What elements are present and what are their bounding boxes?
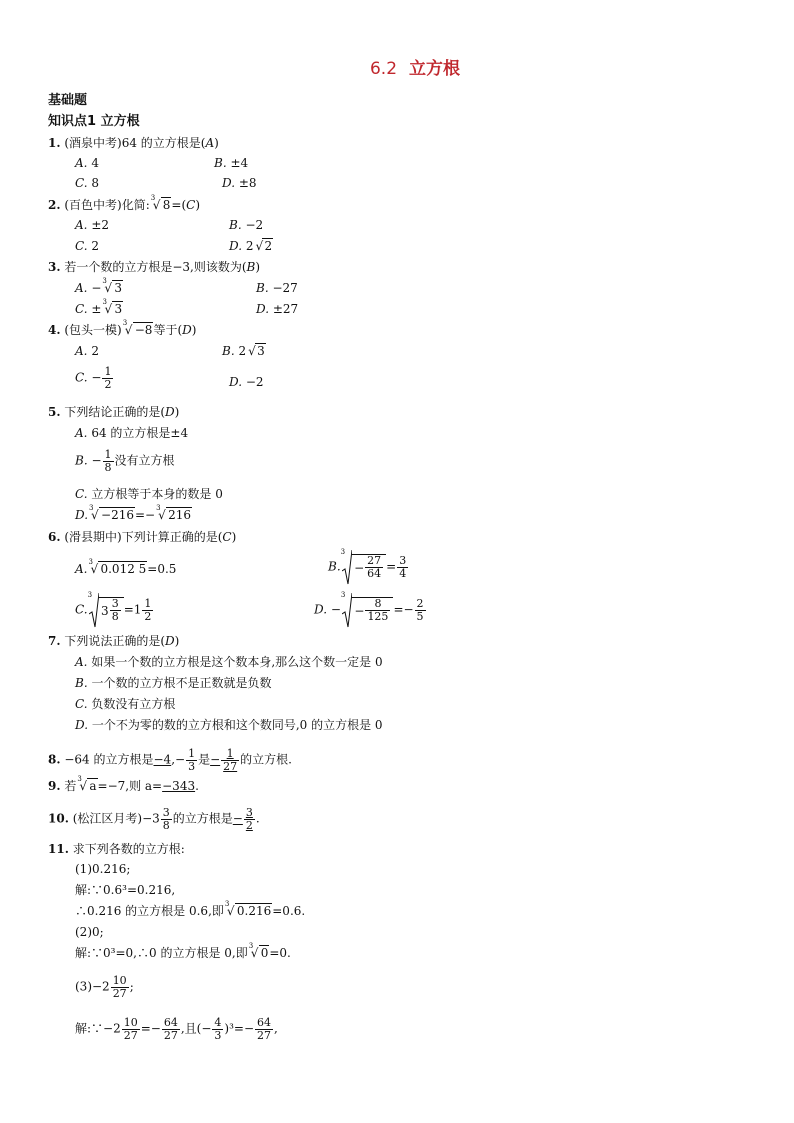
q5-d-radicand-1: −216 [101, 508, 134, 522]
q8-numerator-1: 1 [188, 747, 196, 760]
q2-d-value: 2 [245, 239, 254, 253]
q3-c-prefix: ± [91, 302, 102, 316]
q5-number: 5. [48, 405, 61, 419]
q3-c-label: C. [75, 302, 88, 316]
q3-d-value: ±27 [272, 302, 299, 316]
q2-a-label: A. [75, 218, 88, 232]
q5-d-cube-root-1: 3 √ −216 [89, 504, 134, 522]
q4-cube-root: 3 √ −8 [122, 319, 153, 337]
q1-c-value: 8 [91, 176, 100, 190]
q4-number: 4. [48, 323, 61, 337]
q6-b-prefix: − [354, 560, 365, 575]
question-4 [48, 319, 197, 337]
q10-number: 10. [48, 811, 69, 826]
q10-answer-sign: − [232, 811, 243, 826]
q6-c-result-den: 2 [144, 609, 152, 623]
q11-s1b-cube-root: 3 √ 0.216 [224, 900, 272, 918]
q4-answer: D [182, 323, 192, 337]
q11-s3a-mid: =− [140, 1021, 161, 1036]
q8-text-4: 的立方根. [240, 752, 292, 767]
q1-b-label: B. [214, 156, 227, 170]
question-9 [48, 775, 199, 793]
q6-d-result [415, 598, 426, 622]
q9-radicand: a [89, 779, 97, 793]
q4-tail: 等于( [153, 323, 183, 337]
q5-b-numerator: 1 [104, 448, 112, 461]
q6-c-numerator: 3 [111, 597, 119, 611]
q2-b-value: −2 [245, 218, 264, 232]
q6-b-label: B. [328, 559, 341, 574]
title-text: 立方根 [409, 59, 461, 79]
q1-b-value: ±4 [230, 156, 249, 170]
q11-s3-pre: (3)−2 [75, 979, 110, 994]
q7-stem: 下列说法正确的是( [64, 634, 166, 648]
q7-a-text: 如果一个数的立方根是这个数本身,那么这个数一定是 0 [91, 655, 383, 669]
q3-b-value: −27 [272, 281, 298, 295]
q2-option-a [75, 219, 109, 231]
q8-text-2: ,− [171, 752, 186, 767]
q7-b-label: B. [75, 676, 88, 690]
q9-text-2: =−7,则 a= [97, 779, 163, 793]
q10-denominator-1: 8 [162, 818, 170, 832]
q2-close: ) [195, 198, 201, 212]
q6-b-result-den: 4 [399, 566, 407, 580]
q1-a-label: A. [75, 156, 88, 170]
q11-s3a-num-4: 64 [257, 1016, 272, 1029]
q1-c-label: C. [75, 176, 88, 190]
q6-d-label: D. [314, 602, 328, 617]
q11-s3a-fraction-4 [255, 1017, 273, 1041]
q2-d-sqrt: √ 2 [255, 239, 273, 253]
q1-number: 1. [48, 136, 61, 150]
q11-sub-3 [75, 975, 134, 999]
q5-b-fraction [103, 449, 114, 473]
q2-option-b [229, 219, 263, 231]
q6-b-fraction [365, 555, 383, 579]
q2-option-d [229, 240, 273, 252]
q4-b-value: 2 [238, 344, 247, 358]
q1-option-b [214, 157, 248, 169]
q4-d-value: −2 [245, 375, 264, 389]
q7-a-label: A. [75, 655, 88, 669]
q2-stem: (百色中考)化简: [64, 198, 150, 212]
q11-s3a-num-1: 10 [123, 1016, 138, 1029]
q8-answer-1: −4 [153, 752, 172, 767]
q2-b-label: B. [229, 218, 242, 232]
q2-d-radicand: 2 [264, 239, 273, 253]
q9-text-3: . [195, 779, 199, 793]
q5-d-cube-root-2: 3 √ 216 [156, 504, 191, 522]
q10-numerator-2: 3 [245, 806, 253, 819]
q3-option-a [75, 277, 123, 295]
q6-a-label: A. [75, 562, 88, 576]
question-7 [48, 635, 179, 647]
q8-text-3: 是 [198, 752, 211, 767]
q11-s1b-radicand: 0.216 [236, 904, 272, 918]
question-8 [48, 748, 292, 772]
q11-sub-1-solution-2 [75, 900, 306, 918]
q8-numerator-2: 1 [226, 747, 234, 760]
q6-close: ) [231, 530, 237, 544]
question-11 [48, 843, 185, 855]
q7-number: 7. [48, 634, 61, 648]
q4-option-b [222, 345, 266, 357]
q7-b-text: 一个数的立方根不是正数就是负数 [91, 676, 272, 690]
q4-b-sqrt: √ 3 [248, 344, 265, 358]
q11-s1b-pre: ∴0.216 的立方根是 0.6,即 [75, 904, 224, 918]
q6-c-result [142, 598, 153, 622]
q5-d-label: D. [75, 508, 89, 522]
q4-stem: (包头一模) [64, 323, 122, 337]
question-2 [48, 194, 201, 212]
section-heading: 基础题 [48, 93, 88, 108]
q11-s3a-den-1: 27 [123, 1028, 138, 1042]
q2-c-label: C. [75, 239, 88, 253]
q2-option-c [75, 240, 99, 252]
q3-a-radicand: 3 [114, 281, 123, 295]
q8-text-1: −64 的立方根是 [64, 752, 154, 767]
q2-cube-root: 3 √ 8 [150, 194, 171, 212]
q7-d-text: 一个不为零的数的立方根和这个数同号,0 的立方根是 0 [91, 718, 383, 732]
q11-sub-1-solution-1: 解:∵0.6³=0.216, [75, 883, 176, 897]
q11-number: 11. [48, 842, 69, 856]
q7-d-label: D. [75, 718, 89, 732]
q11-sub-2-solution [75, 942, 291, 960]
q7-option-d [75, 719, 383, 731]
q6-option-d [314, 592, 427, 628]
q1-stem: (酒泉中考)64 的立方根是( [64, 136, 206, 150]
q10-text-2: 的立方根是 [172, 811, 233, 826]
q3-b-label: B. [256, 281, 269, 295]
q6-d-result-den: 5 [416, 609, 424, 623]
q5-a-text: 64 的立方根是±4 [91, 426, 189, 440]
q9-text-1: 若 [64, 779, 77, 793]
q4-c-fraction [102, 366, 113, 390]
q7-option-a [75, 656, 383, 668]
q7-answer: D [165, 634, 175, 648]
q10-denominator-2: 2 [245, 818, 253, 832]
q2-answer: C [186, 198, 196, 212]
q11-s3-fraction [111, 975, 129, 999]
q6-b-result [397, 555, 408, 579]
q11-s3-numerator: 10 [112, 974, 127, 987]
title-number: 6.2 [369, 59, 398, 79]
q6-b-eq: = [386, 559, 397, 574]
q5-option-c [75, 488, 223, 500]
q5-b-denominator: 8 [104, 460, 112, 474]
q6-c-result-num: 1 [144, 596, 152, 610]
q5-option-b [75, 449, 175, 473]
q8-denominator-1: 3 [188, 759, 196, 773]
q3-stem: 若一个数的立方根是−3,则该数为( [64, 260, 247, 274]
q4-c-denominator: 2 [104, 377, 112, 391]
q6-c-label: C. [75, 602, 88, 617]
q3-option-d [256, 303, 298, 315]
q5-b-text: 没有立方根 [114, 453, 175, 468]
q11-s3a-den-3: 3 [214, 1028, 222, 1042]
q1-d-value: ±8 [238, 176, 257, 190]
q6-answer: C [222, 530, 232, 544]
q5-a-label: A. [75, 426, 88, 440]
q10-text-3: . [255, 811, 260, 826]
q4-close: ) [191, 323, 197, 337]
q3-option-c [75, 298, 123, 316]
q4-b-label: B. [222, 344, 235, 358]
q4-a-value: 2 [91, 344, 99, 358]
q11-s3a-mid-3: )³=− [224, 1021, 255, 1036]
q11-s3a-fraction-1 [122, 1017, 140, 1041]
q11-s3a-num-2: 64 [163, 1016, 178, 1029]
q5-stem: 下列结论正确的是( [64, 405, 166, 419]
question-6 [48, 531, 236, 543]
q8-fraction-1 [186, 748, 197, 772]
q6-c-eq: =1 [123, 602, 142, 617]
q6-d-denominator: 125 [367, 610, 389, 623]
q6-c-denominator: 8 [111, 610, 119, 623]
q10-numerator-1: 3 [162, 806, 170, 819]
question-3 [48, 261, 260, 273]
q2-number: 2. [48, 198, 61, 212]
knowledge-point-heading: 知识点1 立方根 [48, 114, 140, 129]
q6-number: 6. [48, 530, 61, 544]
q9-number: 9. [48, 779, 61, 793]
q6-b-denominator: 64 [367, 567, 382, 580]
q4-c-numerator: 1 [104, 365, 112, 378]
q3-d-label: D. [256, 302, 270, 316]
q6-d-eq: =− [393, 602, 414, 617]
q6-b-result-num: 3 [399, 553, 407, 567]
q3-a-label: A. [75, 281, 88, 295]
q1-d-label: D. [222, 176, 236, 190]
q5-option-d [75, 504, 192, 522]
q4-radicand: −8 [134, 323, 153, 337]
q2-eq: =( [171, 198, 187, 212]
q9-answer: −343 [162, 779, 196, 793]
q2-a-value: ±2 [91, 218, 110, 232]
q6-d-result-num: 2 [416, 596, 424, 610]
q11-s3a-pre: 解:∵−2 [75, 1021, 121, 1036]
q10-text-1: (松江区月考)−3 [72, 811, 160, 826]
q2-c-value: 2 [91, 239, 100, 253]
q11-s1b-post: =0.6. [272, 904, 306, 918]
q6-d-numerator: 8 [374, 597, 382, 611]
q3-c-cube-root: 3 √ 3 [102, 298, 123, 316]
q4-d-label: D. [229, 375, 243, 389]
q11-s3a-fraction-3 [212, 1017, 223, 1041]
q4-c-label: C. [75, 370, 88, 385]
q5-d-radicand-2: 216 [168, 508, 191, 522]
q8-fraction-2 [221, 748, 239, 772]
q11-sub-2: (2)0; [75, 925, 104, 939]
q4-c-prefix: − [91, 370, 102, 385]
q11-sub-3-solution [75, 1017, 278, 1041]
q5-c-text: 立方根等于本身的数是 0 [91, 487, 223, 501]
q1-option-c [75, 177, 99, 189]
q5-c-label: C. [75, 487, 88, 501]
q9-cube-root: 3 √ a [77, 775, 97, 793]
q11-s3a-fraction-2 [162, 1017, 180, 1041]
q11-s2a-pre: 解:∵0³=0,∴0 的立方根是 0,即 [75, 946, 248, 960]
question-10 [48, 807, 260, 831]
q6-a-cube-root: 3 √ 0.012 5 [88, 558, 147, 576]
q6-stem: (滑县期中)下列计算正确的是( [64, 530, 223, 544]
q1-answer: A [205, 136, 215, 150]
q7-option-b [75, 677, 271, 689]
q8-number: 8. [48, 752, 61, 767]
q11-s2a-post: =0. [269, 946, 291, 960]
q8-answer-2-sign: − [210, 752, 221, 767]
q5-d-mid: =− [134, 508, 156, 522]
question-5 [48, 406, 179, 418]
q5-close: ) [174, 405, 180, 419]
q11-stem: 求下列各数的立方根: [72, 842, 185, 856]
q11-s3a-num-3: 4 [214, 1016, 222, 1029]
page-title [0, 61, 794, 78]
q1-close: ) [214, 136, 219, 150]
q4-option-a [75, 345, 99, 357]
q1-option-d [222, 177, 257, 189]
q5-answer: D [165, 405, 175, 419]
q11-s3-denominator: 27 [112, 986, 127, 1000]
q2-d-label: D. [229, 239, 243, 253]
q7-option-c [75, 698, 175, 710]
q6-a-eq: =0.5 [147, 562, 177, 576]
q3-a-cube-root: 3 √ 3 [102, 277, 123, 295]
q3-close: ) [255, 260, 261, 274]
q6-b-numerator: 27 [367, 554, 382, 568]
q7-c-text: 负数没有立方根 [91, 697, 176, 711]
q6-d-cube-root: 3 − $\frac{8}{125}$ [341, 592, 394, 628]
q4-option-c [75, 366, 114, 390]
q11-sub-1: (1)0.216; [75, 862, 131, 876]
q3-c-radicand: 3 [114, 302, 123, 316]
q2-radicand: 8 [162, 198, 171, 212]
q6-d-inner-sign: − [354, 603, 365, 618]
q6-a-radicand: 0.012 5 [100, 562, 147, 576]
q6-b-cube-root: 3 − $\frac{27}{64}$ [341, 549, 387, 585]
q4-option-d [229, 376, 264, 388]
q6-option-b [328, 549, 409, 585]
q5-option-a [75, 427, 188, 439]
q3-number: 3. [48, 260, 61, 274]
q6-c-cube-root: 3 3 $\frac{3}{8}$ [88, 592, 124, 628]
q4-a-label: A. [75, 344, 88, 358]
q6-d-prefix: − [330, 602, 341, 617]
question-1 [48, 137, 219, 149]
q7-c-label: C. [75, 697, 88, 711]
q11-s3a-den-4: 27 [257, 1028, 272, 1042]
q11-s3a-mid-2: ,且(− [180, 1021, 212, 1036]
q10-fraction-1 [161, 807, 172, 831]
q6-d-fraction [365, 598, 390, 622]
q3-answer: B [246, 260, 256, 274]
q11-s3-post: ; [129, 979, 134, 994]
q8-denominator-2: 27 [223, 759, 238, 773]
q6-c-fraction [110, 598, 121, 622]
q3-option-b [256, 282, 298, 294]
q11-s2a-cube-root: 3 √ 0 [248, 942, 269, 960]
q11-s3a-den-2: 27 [163, 1028, 178, 1042]
q11-s3a-post: , [274, 1021, 278, 1036]
q11-s2a-radicand: 0 [260, 946, 269, 960]
q5-b-label: B. [75, 453, 88, 468]
q10-fraction-2 [244, 807, 255, 831]
q3-a-prefix: − [91, 281, 102, 295]
q5-b-prefix: − [91, 453, 102, 468]
q4-b-radicand: 3 [257, 344, 265, 358]
q1-option-a [75, 157, 99, 169]
q6-option-a [75, 558, 177, 576]
q1-a-value: 4 [91, 156, 99, 170]
q7-close: ) [174, 634, 180, 648]
q6-option-c [75, 592, 154, 628]
q6-c-whole: 3 [101, 603, 109, 618]
